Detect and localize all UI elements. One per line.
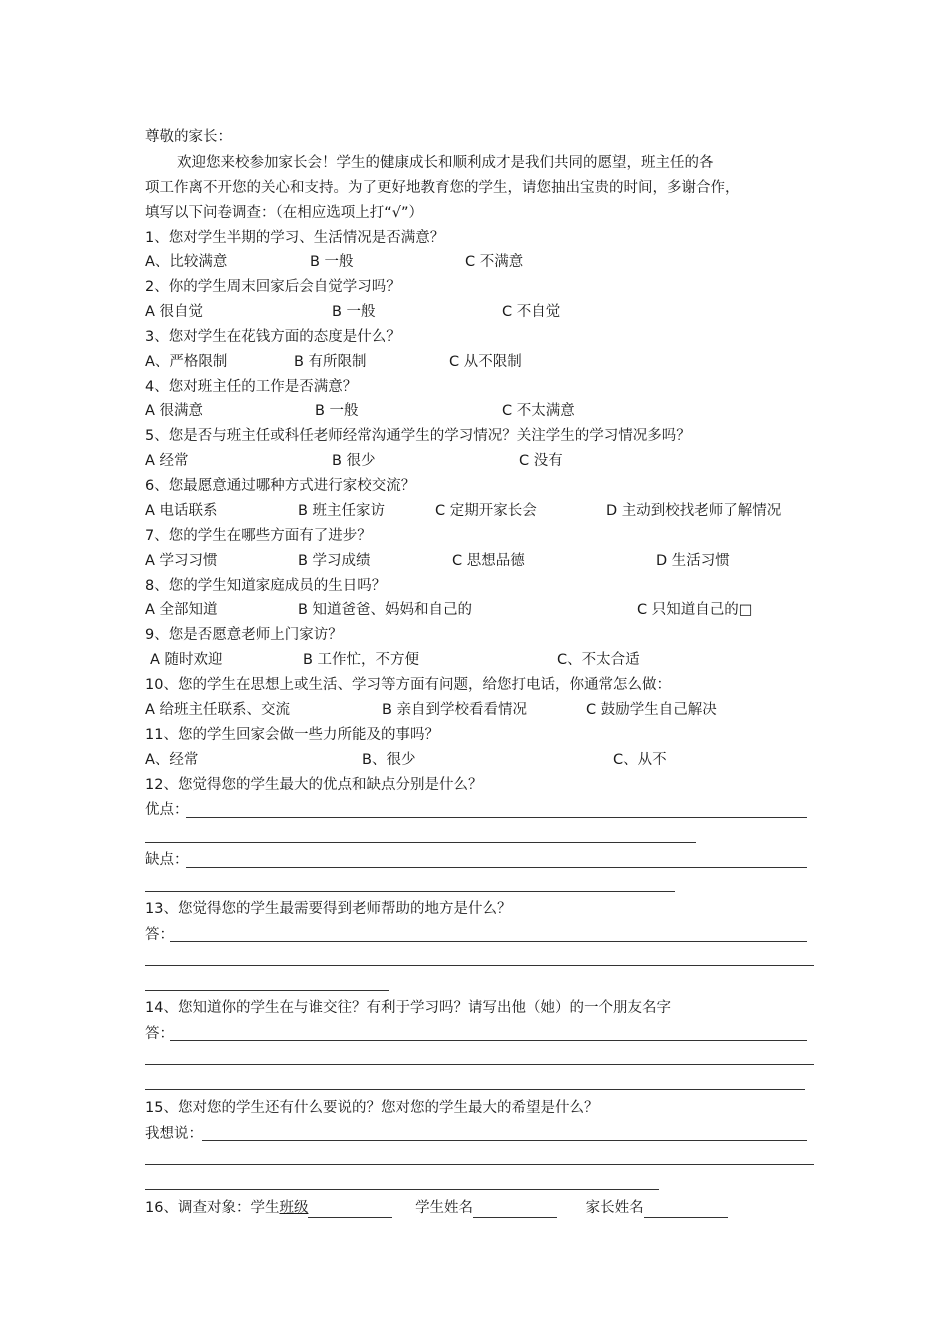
option-c[interactable]: C 不自觉 <box>502 304 561 320</box>
question-8: 8、您的学生知道家庭成员的生日吗？ <box>145 578 387 594</box>
option-c[interactable]: C 只知道自己的□ <box>637 602 753 618</box>
option-b[interactable]: B 亲自到学校看看情况 <box>382 702 528 718</box>
answer-label: 答： <box>145 927 174 943</box>
strengths-answer-line[interactable] <box>145 842 696 843</box>
option-a[interactable]: A、经常 <box>145 752 199 768</box>
answer-line[interactable] <box>170 941 807 942</box>
answer-label: 答： <box>145 1026 174 1042</box>
option-c[interactable]: C、从不 <box>613 752 667 768</box>
option-b[interactable]: B 学习成绩 <box>298 553 371 569</box>
option-a[interactable]: A 学习习惯 <box>145 553 218 569</box>
answer-line[interactable] <box>170 1040 807 1041</box>
strengths-label: 优点： <box>145 802 189 818</box>
answer-line[interactable] <box>145 1189 659 1190</box>
question-1: 1、您对学生半期的学习、生活情况是否满意？ <box>145 230 445 246</box>
option-b[interactable]: B 班主任家访 <box>298 503 386 519</box>
option-b[interactable]: B 一般 <box>332 304 376 320</box>
option-c[interactable]: C、不太合适 <box>557 652 640 668</box>
question-5: 5、您是否与班主任或科任老师经常沟通学生的学习情况？关注学生的学习情况多吗？ <box>145 428 691 444</box>
intro-line: 欢迎您来校参加家长会！学生的健康成长和顺利成才是我们共同的愿望，班主任的各 <box>177 155 714 171</box>
option-b[interactable]: B 很少 <box>332 453 376 469</box>
question-15: 15、您对您的学生还有什么要说的？您对您的学生最大的希望是什么？ <box>145 1100 599 1116</box>
option-a[interactable]: A 给班主任联系、交流 <box>145 702 291 718</box>
question-2: 2、你的学生周末回家后会自觉学习吗？ <box>145 279 401 295</box>
option-c[interactable]: C 鼓励学生自己解决 <box>586 702 717 718</box>
option-a[interactable]: A 很自觉 <box>145 304 204 320</box>
survey-subject-prefix: 16、调查对象：学生 <box>145 1200 280 1216</box>
option-a[interactable]: A、比较满意 <box>145 254 228 270</box>
question-9: 9、您是否愿意老师上门家访？ <box>145 627 343 643</box>
student-name-field[interactable] <box>473 1201 557 1218</box>
option-c[interactable]: C 没有 <box>519 453 563 469</box>
option-c[interactable]: C 从不限制 <box>449 354 522 370</box>
answer-line[interactable] <box>145 1064 814 1065</box>
answer-line[interactable] <box>145 965 814 966</box>
option-d[interactable]: D 主动到校找老师了解情况 <box>606 503 782 519</box>
weaknesses-answer-line[interactable] <box>186 867 807 868</box>
option-d[interactable]: D 生活习惯 <box>656 553 730 569</box>
survey-subject-row <box>145 1198 728 1218</box>
answer-line[interactable] <box>145 990 389 991</box>
class-field[interactable] <box>308 1201 392 1218</box>
option-a[interactable]: A 全部知道 <box>145 602 218 618</box>
question-4: 4、您对班主任的工作是否满意？ <box>145 379 358 395</box>
option-b[interactable]: B 有所限制 <box>294 354 367 370</box>
option-b[interactable]: B 一般 <box>310 254 354 270</box>
option-b[interactable]: B 一般 <box>315 403 359 419</box>
option-c[interactable]: C 思想品德 <box>452 553 525 569</box>
weaknesses-answer-line[interactable] <box>145 891 675 892</box>
question-14: 14、您知道你的学生在与谁交往？有利于学习吗？请写出他（她）的一个朋友名字 <box>145 1000 671 1016</box>
option-c[interactable]: C 不太满意 <box>502 403 575 419</box>
question-13: 13、您觉得您的学生最需要得到老师帮助的地方是什么？ <box>145 901 512 917</box>
option-a[interactable]: A、严格限制 <box>145 354 228 370</box>
option-a[interactable]: A 经常 <box>145 453 189 469</box>
parent-name-field[interactable] <box>644 1201 728 1218</box>
option-b[interactable]: B、很少 <box>362 752 416 768</box>
question-7: 7、您的学生在哪些方面有了进步？ <box>145 528 372 544</box>
question-10: 10、您的学生在思想上或生活、学习等方面有问题，给您打电话，你通常怎么做： <box>145 677 671 693</box>
answer-line[interactable] <box>145 1164 814 1165</box>
intro-line: 项工作离不开您的关心和支持。为了更好地教育您的学生，请您抽出宝贵的时间，多谢合作， <box>145 180 740 196</box>
strengths-answer-line[interactable] <box>186 817 807 818</box>
greeting: 尊敬的家长： <box>145 129 232 145</box>
answer-label: 我想说： <box>145 1126 203 1142</box>
question-12: 12、您觉得您的学生最大的优点和缺点分别是什么？ <box>145 777 483 793</box>
weaknesses-label: 缺点： <box>145 852 189 868</box>
question-6: 6、您最愿意通过哪种方式进行家校交流？ <box>145 478 416 494</box>
question-3: 3、您对学生在花钱方面的态度是什么？ <box>145 329 401 345</box>
option-c[interactable]: C 不满意 <box>465 254 524 270</box>
option-c[interactable]: C 定期开家长会 <box>435 503 537 519</box>
intro-line: 填写以下问卷调查：（在相应选项上打“√”） <box>145 205 424 221</box>
option-b[interactable]: B 工作忙，不方便 <box>303 652 420 668</box>
question-11: 11、您的学生回家会做一些力所能及的事吗？ <box>145 727 439 743</box>
parent-name-label: 家长姓名 <box>585 1200 644 1216</box>
class-label: 班级 <box>279 1200 309 1216</box>
option-a[interactable]: A 电话联系 <box>145 503 218 519</box>
option-a[interactable]: A 随时欢迎 <box>150 652 223 668</box>
student-name-label: 学生姓名 <box>415 1200 474 1216</box>
option-a[interactable]: A 很满意 <box>145 403 204 419</box>
answer-line[interactable] <box>202 1140 807 1141</box>
option-b[interactable]: B 知道爸爸、妈妈和自己的 <box>298 602 473 618</box>
answer-line[interactable] <box>145 1089 805 1090</box>
